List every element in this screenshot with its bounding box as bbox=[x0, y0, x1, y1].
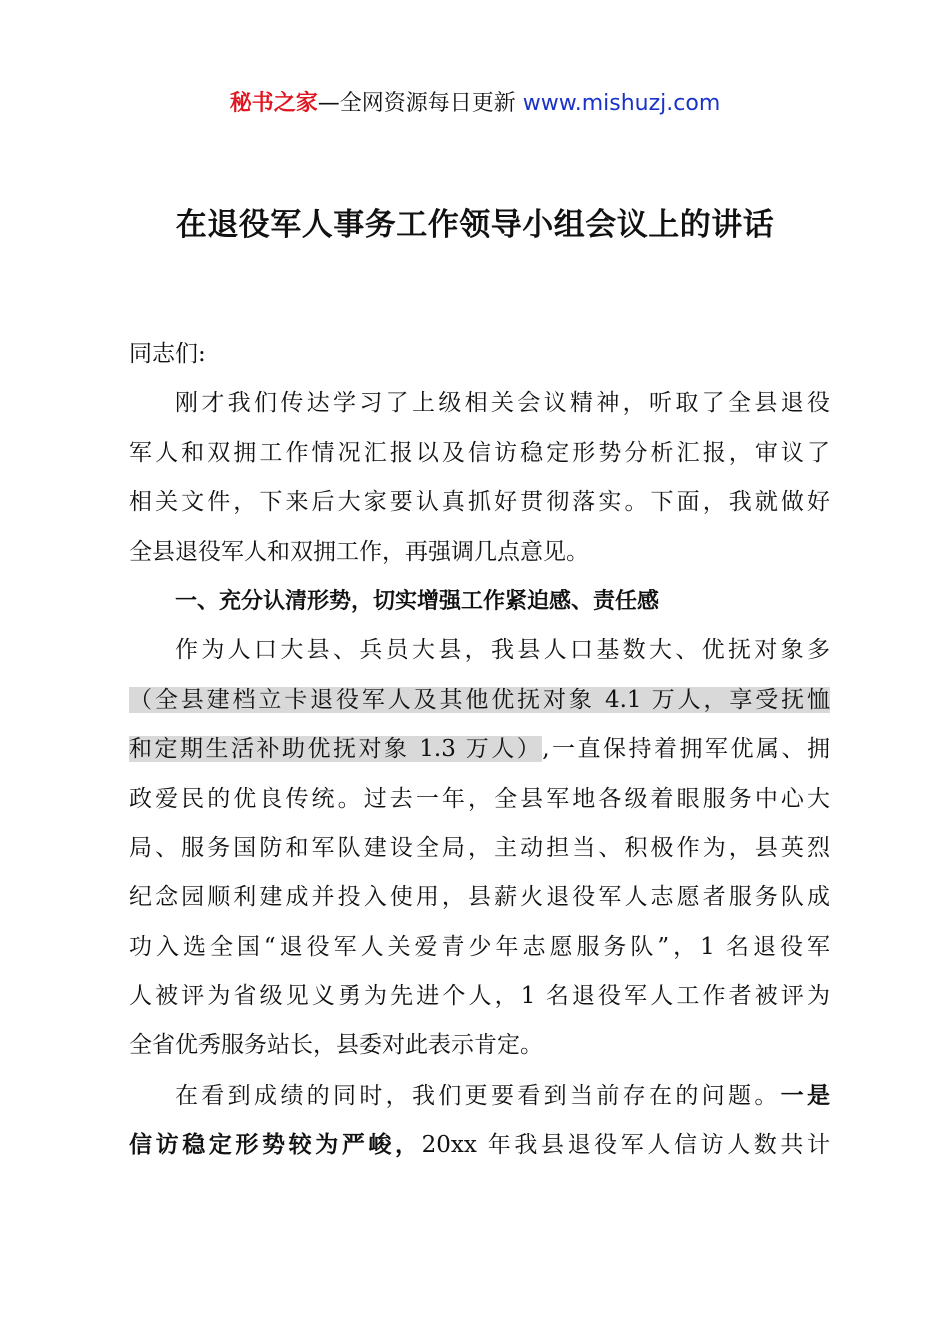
bold-text: 信访稳定形势较为严峻， bbox=[129, 1131, 422, 1159]
paragraph-3-line bbox=[129, 1071, 830, 1120]
paragraph-text: 在看到成绩的同时，我们更要看到当前存在的问题。 bbox=[175, 1082, 781, 1109]
paragraph-2-line bbox=[129, 725, 830, 774]
highlighted-text: 和定期生活补助优抚对象 1.3 万人） bbox=[129, 736, 543, 763]
document-title: 在退役军人事务工作领导小组会议上的讲话 bbox=[175, 207, 775, 243]
paragraph-3-line bbox=[129, 1120, 830, 1169]
site-url-link[interactable]: www.mishuzj.com bbox=[522, 91, 721, 116]
paragraph-1-line: 全县退役军人和双拥工作，再强调几点意见。 bbox=[129, 538, 589, 565]
paragraph-1-line: 相关文件，下来后大家要认真抓好贯彻落实。下面，我就做好 bbox=[129, 489, 830, 516]
site-tagline: —全网资源每日更新 bbox=[317, 91, 523, 116]
bold-text: 一是 bbox=[780, 1081, 830, 1109]
site-brand: 秘书之家 bbox=[229, 91, 318, 116]
paragraph-1-line: 军人和双拥工作情况汇报以及信访稳定形势分析汇报，审议了 bbox=[129, 439, 830, 466]
document-body bbox=[129, 330, 830, 1170]
paragraph-2-line: 作为人口大县、兵员大县，我县人口基数大、优抚对象多 bbox=[175, 637, 830, 664]
salutation: 同志们: bbox=[129, 341, 206, 367]
paragraph-2-line: 局、服务国防和军队建设全局，主动担当、积极作为，县英烈 bbox=[129, 834, 830, 861]
paragraph-text: 20xx 年我县退役军人信访人数共计 bbox=[421, 1132, 830, 1159]
highlighted-text: （全县建档立卡退役军人及其他优抚对象 4.1 万人，享受抚恤 bbox=[129, 686, 830, 713]
paragraph-text: ,一直保持着拥军优属、拥 bbox=[542, 736, 830, 763]
site-header bbox=[0, 88, 950, 120]
paragraph-2-line: 纪念园顺利建成并投入使用，县薪火退役军人志愿者服务队成 bbox=[129, 884, 830, 911]
paragraph-2-line: 全省优秀服务站长，县委对此表示肯定。 bbox=[129, 1032, 543, 1059]
section-heading-1: 一、充分认清形势，切实增强工作紧迫感、责任感 bbox=[175, 588, 660, 614]
paragraph-2-line: 功入选全国“退役军人关爱青少年志愿服务队”，1 名退役军 bbox=[129, 933, 830, 960]
paragraph-2-line: 人被评为省级见义勇为先进个人，1 名退役军人工作者被评为 bbox=[129, 983, 830, 1010]
paragraph-2-line: 政爱民的优良传统。过去一年，全县军地各级着眼服务中心大 bbox=[129, 785, 830, 812]
paragraph-2-line bbox=[129, 676, 830, 725]
paragraph-1-line: 刚才我们传达学习了上级相关会议精神，听取了全县退役 bbox=[175, 390, 830, 417]
